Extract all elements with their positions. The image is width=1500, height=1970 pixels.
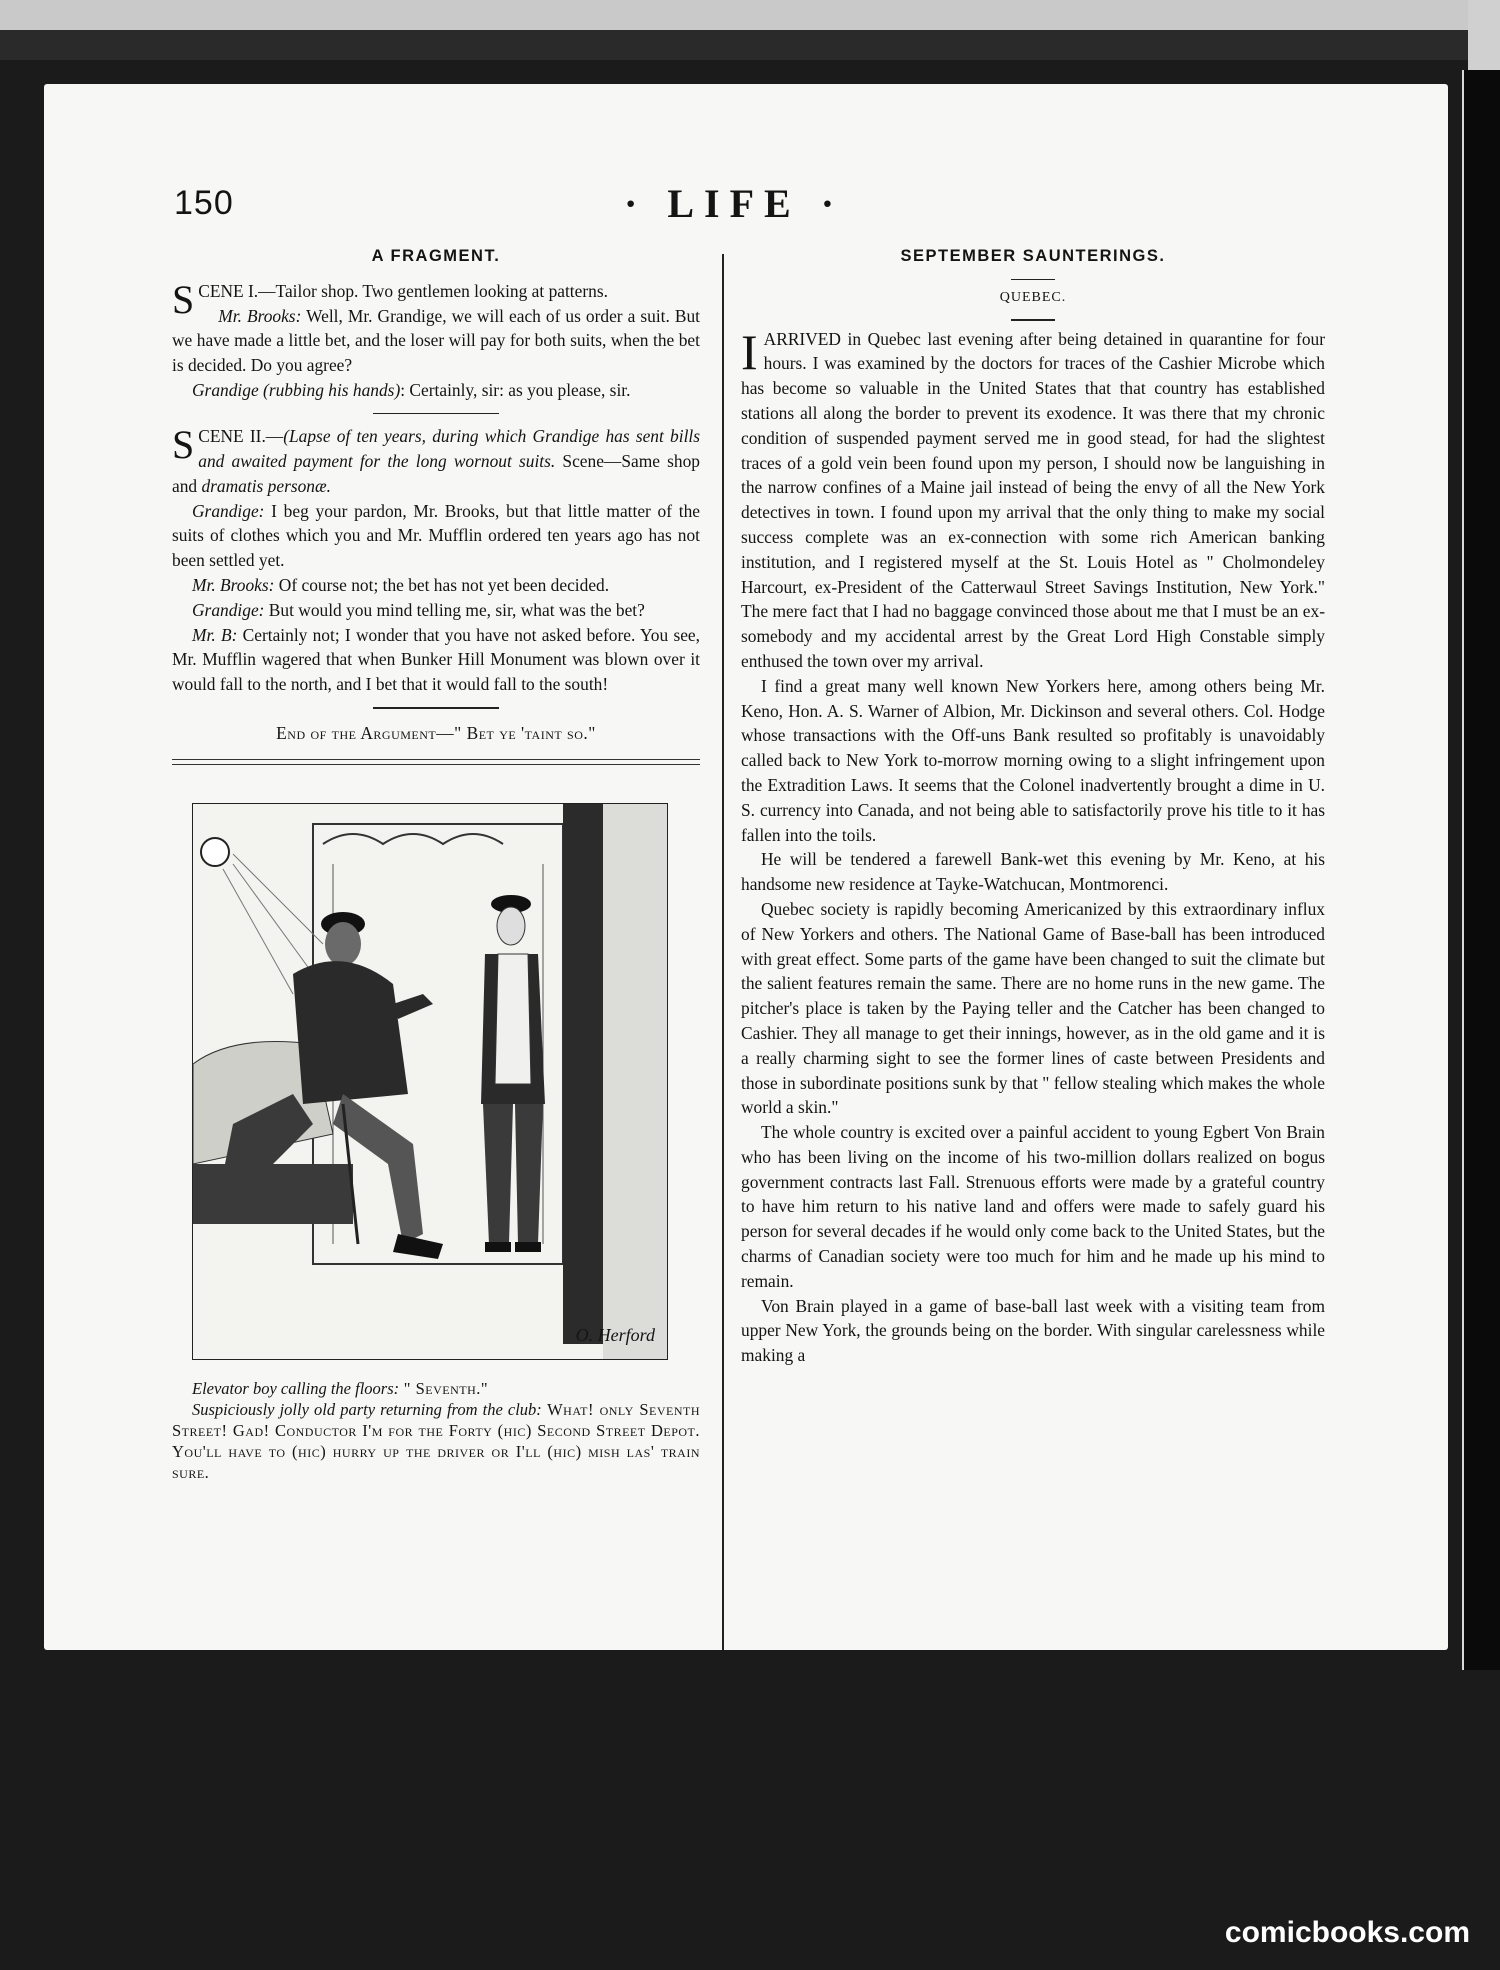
column-divider <box>722 254 724 1650</box>
dialogue-text: But would you mind telling me, sir, what was the bet? <box>264 599 645 620</box>
dialogue-line <box>172 598 700 623</box>
paragraph: I ARRIVED in Quebec last evening after being detained in quarantine for four hours. I was examined by the doctors for traces of the Cashier Microbe which has become so valuable in the United States that that country has established stations all along the border to prevent its exodence. It was there that my chronic condition of suspended payment served me in good stead, for had the slightest traces of a gold vein been found upon my person, I should now be languishing in the narrow confines of a Maine jail instead of being the envy of all the New York detectives in town. I found upon my arrival that the only thing to make my social success complete was an ex-connection with some rich American banking institution, and I registered myself at the St. Louis Hotel as " Cholmondeley Harcourt, ex-President of the Catterwaul Street Savings Institution, New York." The mere fact that I had no baggage convinced those about me that I must be an ex-somebody and my accidental arrest by the Great Lord High Constable simply enthused the town over my arrival. <box>741 323 1325 671</box>
dialogue-line <box>172 623 700 697</box>
end-of-argument-line: End of the Argument—" Bet ye 'taint so." <box>276 722 596 743</box>
dialogue-text: Well, Mr. Grandige, we will each of us order a suit. But we have made a little bet, and the loser will pay for both suits, when the bet is decided. Do you agree? <box>172 305 701 376</box>
scene-one-heading: CENE I.—Tailor shop. Two gentlemen looking at patterns. <box>198 280 608 301</box>
illustration-elevator <box>192 803 668 1360</box>
paragraph: Quebec society is rapidly becoming Americanized by this extraordinary influx of New Yorkers and others. The National Game of Base-ball has been introduced with great effect. Some parts of the game have been changed to suit the climate but the salient features remain the same. There are no home runs in the new game. The pitcher's place is taken by the Paying teller and the Catcher has been changed to Cashier. They all manage to get their innings, however, as in the old game and it is a really charming sight to see the former lines of caste between Presidents and those in subordinate positions sunk by that " fellow stealing which makes the whole world a skin." <box>741 898 1325 1118</box>
right-column <box>741 244 1325 1368</box>
dialogue-text: : Certainly, sir: as you please, sir. <box>400 379 631 400</box>
double-rule <box>172 759 700 765</box>
left-column <box>172 244 700 1483</box>
subtitle-rule <box>1011 319 1055 321</box>
adjacent-page-edge <box>1468 0 1500 70</box>
paragraph: The whole country is excited over a painful accident to young Egbert Von Brain who has been living on the income of his two-million dollars realized on bogus government contracts last Fall. Strenuous efforts were made by a grateful country to have him return to his native land and offers were made to safely guard his person for several decades if he would only come back to the United States, but the charms of Canadian society were too much for him and he made up his mind to remain. <box>741 1122 1325 1291</box>
speaker: Mr. B: <box>192 624 238 645</box>
dialogue-line <box>172 573 700 598</box>
scene-one <box>172 276 701 403</box>
speaker: Grandige <box>192 379 259 400</box>
speaker: Grandige: <box>192 500 265 521</box>
scene-two-heading: CENE II.—(Lapse of ten years, during which Grandige has sent bills and awaited payment for the long wornout suits. Scene—Same shop and dramatis personæ. <box>172 426 701 496</box>
stage-direction: (rubbing his hands) <box>263 379 401 400</box>
scene-two <box>172 424 700 697</box>
speaker: Grandige: <box>192 599 265 620</box>
paragraph: Von Brain played in a game of base-ball last week with a visiting team from upper New York, the grounds being on the border. With singular carelessness while making a <box>741 1295 1325 1366</box>
paragraph: He will be tendered a farewell Bank-wet this evening by Mr. Keno, at his handsome new residence at Tayke-Watchucan, Montmorenci. <box>741 849 1325 895</box>
dialogue-text: Of course not; the bet has not yet been decided. <box>274 575 610 596</box>
article-subtitle: QUEBEC. <box>999 290 1067 306</box>
dropcap: I <box>741 323 758 380</box>
speaker: Mr. Brooks: <box>218 305 302 326</box>
dialogue-text: Certainly not; I wonder that you have not asked before. You see, Mr. Mufflin wagered that when Bunker Hill Monument was blown over it would fall to the north, and I bet that it would fall to the south! <box>172 624 700 695</box>
section-rule <box>373 707 499 709</box>
paragraph: I find a great many well known New Yorkers here, among others being Mr. Keno, Hon. A. S. Warner of Albion, Mr. Dickinson and several others. Col. Hodge whose transactions with the Off-uns Bank resulted so profitably is unavoidably called back to New York to-morrow morning owing to a slight infringement upon the Extradition Laws. It seems that the Colonel inadvertently brought a dime in U. S. currency into Canada, and not being able to satisfactorily prove his title to it has fallen into the toils. <box>741 675 1325 845</box>
dialogue-text: I beg your pardon, Mr. Brooks, but that little matter of the suits of clothes which you and Mr. Mufflin ordered ten years ago has not been settled yet. <box>172 500 700 571</box>
article-title-saunterings: SEPTEMBER SAUNTERINGS. <box>900 247 1166 265</box>
background-shadow <box>0 30 1500 60</box>
caption-line-one: " Seventh." <box>399 1379 489 1399</box>
speaker: Mr. Brooks: <box>192 575 275 596</box>
dropcap: S <box>172 276 195 322</box>
illustration-caption <box>172 1378 700 1483</box>
site-watermark: comicbooks.com <box>1224 1916 1470 1949</box>
page-number: 150 <box>174 184 234 222</box>
caption-line-two: What! only Seventh Street! Gad! Conductor I'm for the Forty (hic) Second Street Depot. You'll have to (hic) hurry up the driver or I'll (hic) mish las' train sure. <box>172 1400 700 1483</box>
title-rule <box>1011 279 1055 281</box>
dialogue-line <box>172 499 700 573</box>
caption-speaker-two: Suspiciously jolly old party returning from the club: <box>192 1400 542 1420</box>
dropcap: S <box>172 422 195 468</box>
dialogue-line <box>172 304 700 378</box>
book-spine <box>1462 70 1500 1670</box>
magazine-page <box>44 84 1448 1650</box>
masthead-title: · LIFE · <box>624 181 845 226</box>
illustration-drawing <box>193 804 667 1359</box>
caption-speaker-one: Elevator boy calling the floors: <box>192 1379 400 1399</box>
section-rule <box>373 413 499 415</box>
dialogue-line <box>172 378 700 403</box>
illustration-signature: O. Herford <box>575 1324 655 1345</box>
article-title-fragment: A FRAGMENT. <box>371 247 501 265</box>
